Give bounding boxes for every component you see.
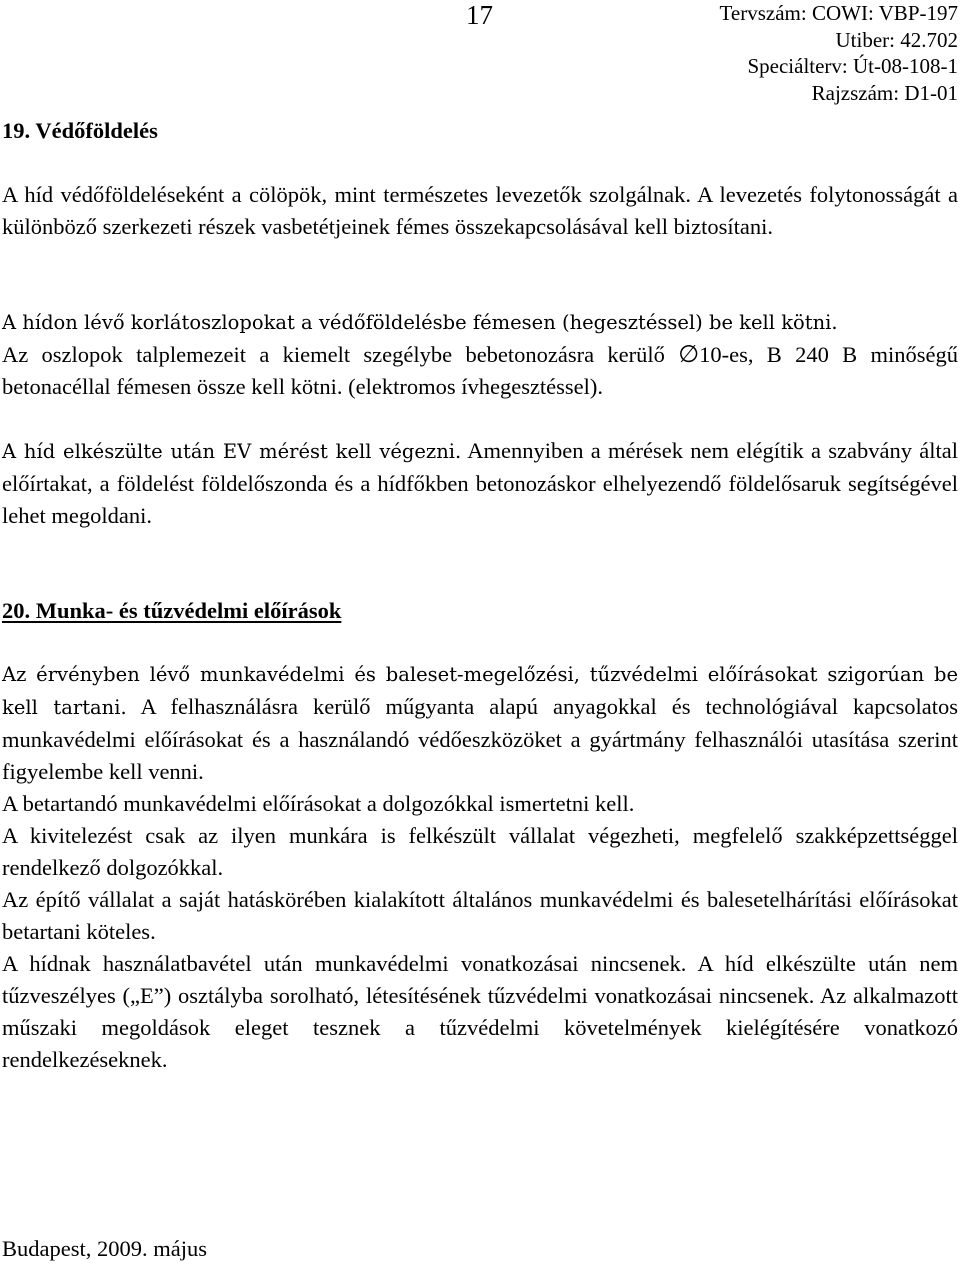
document-header xyxy=(618,0,958,106)
section-20-heading: 20. Munka- és tűzvédelmi előírások xyxy=(2,598,342,623)
section-19-heading: 19. Védőföldelés xyxy=(2,118,158,143)
section-20-paragraph-1 xyxy=(2,658,958,788)
section-20-paragraph-3: A kivitelezést csak az ilyen munkára is felkészült vállalat végezheti, megfelelő szakképzettséggel rendelkező dolgozókkal. xyxy=(2,823,958,880)
section-20-paragraph-4: Az építő vállalat a saját hatáskörében kialakított általános munkavédelmi és balesetelhárítási előírásokat betartani köteles. xyxy=(2,887,958,944)
road-reference: Utiber: 42.702 xyxy=(835,27,958,52)
section-20-paragraph-5: A hídnak használatbavétel után munkavédelmi vonatkozásai nincsenek. A híd elkészülte után nem tűzveszélyes („E”) osztályba sorolható, létesítésének tűzvédelmi vonatkozásai nincsenek. Az alkalmazott műszaki megoldások eleget tesznek a tűzvédelmi követelmények kielégítésére vonatkozó rendelkezéseknek. xyxy=(2,951,958,1072)
paragraph-text: 10-es, B 240 B minőségű betonacéllal fémesen össze kell kötni. (elektromos ívhegesztéssel). xyxy=(2,342,958,399)
paragraph-text: Az oszlopok talplemezeit a kiemelt szegélybe bebetonozásra kerülő xyxy=(2,342,679,367)
section-19-paragraph-3 xyxy=(2,339,958,403)
paragraph-text: Az érvényben lévő munkavédelmi és baleset-megelőzési, tűzvédelmi előírásokat szigorúan be kell tartani. xyxy=(2,663,958,719)
section-20-body xyxy=(2,658,958,1076)
special-plan-number: Speciálterv: Út-08-108-1 xyxy=(747,54,958,78)
paragraph-text: A híd elkészülte után EV mérést kell végezni. xyxy=(2,440,462,463)
paragraph-text: A felhasználásra kerülő műgyanta alapú anyagokkal és technológiával kapcsolatos munkavédelmi előírásokat és a használandó védőeszközöket a gyártmány felhasználói utasítása szerint figyelembe kell venni. xyxy=(2,694,958,784)
diameter-symbol: ∅ xyxy=(678,342,700,368)
place-and-date: Budapest, 2009. május xyxy=(2,1236,207,1261)
paragraph-text: Amennyiben a mérések nem elégítik a szabvány által előírtakat, a földelést földelőszonda és a hídfőkben betonozáskor elhelyezendő földelősaruk segítségével lehet megoldani. xyxy=(2,438,958,528)
section-20-paragraph-2: A betartandó munkavédelmi előírásokat a dolgozókkal ismertetni kell. xyxy=(2,791,635,816)
section-19-paragraph-4 xyxy=(2,435,958,532)
drawing-number: Rajzszám: D1-01 xyxy=(811,80,958,105)
page-number: 17 xyxy=(466,0,493,30)
section-19-paragraph-2: A hídon lévő korlátoszlopokat a védőföldelésbe fémesen (hegesztéssel) be kell kötni. xyxy=(2,311,838,334)
plan-number: Tervszám: COWI: VBP-197 xyxy=(719,1,958,25)
section-19-paragraph-1: A híd védőföldeléseként a cölöpök, mint természetes levezetők szolgálnak. A levezetés folytonosságát a különböző szerkezeti részek vasbetétjeinek fémes összekapcsolásával kell biztosítani. xyxy=(2,182,958,239)
